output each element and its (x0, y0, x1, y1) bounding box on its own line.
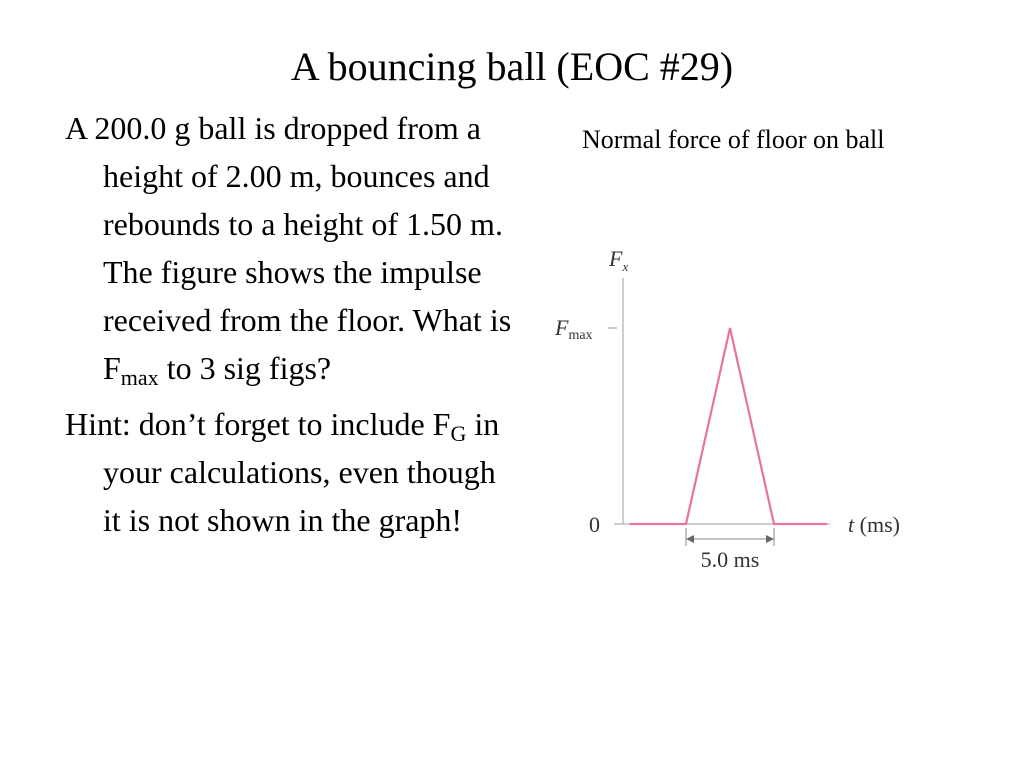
fmax-subscript: max (120, 365, 159, 390)
problem-text (65, 104, 515, 552)
hint-text (65, 400, 515, 544)
zero-label: 0 (589, 512, 600, 537)
problem-statement-main: A 200.0 g ball is dropped from a height of 2.00 m, bounces and rebounds to a height of 1.50 m. The figure shows the impulse received from the floor. What is F (65, 110, 512, 386)
problem-statement (65, 104, 515, 392)
x-axis-label: t (ms) (848, 512, 900, 537)
y-axis-label: $F_x$ (609, 246, 629, 274)
interval-arrow-left (686, 535, 694, 543)
hint-tail: in your calculations, even though it is not shown in the graph! (103, 406, 500, 538)
slide-title: A bouncing ball (EOC #29) (290, 44, 734, 89)
force-time-graph (545, 230, 945, 590)
fmax-label: Fmax (555, 315, 593, 343)
fg-subscript: G (450, 421, 467, 446)
interval-arrow-right (766, 535, 774, 543)
hint-main: Hint: don’t forget to include F (65, 406, 451, 442)
interval-dimension (686, 528, 774, 546)
force-pulse-line (630, 328, 827, 524)
problem-statement-tail: to 3 sig figs? (158, 350, 332, 386)
interval-label: 5.0 ms (700, 547, 760, 572)
figure-caption: Normal force of floor on ball (582, 125, 885, 154)
